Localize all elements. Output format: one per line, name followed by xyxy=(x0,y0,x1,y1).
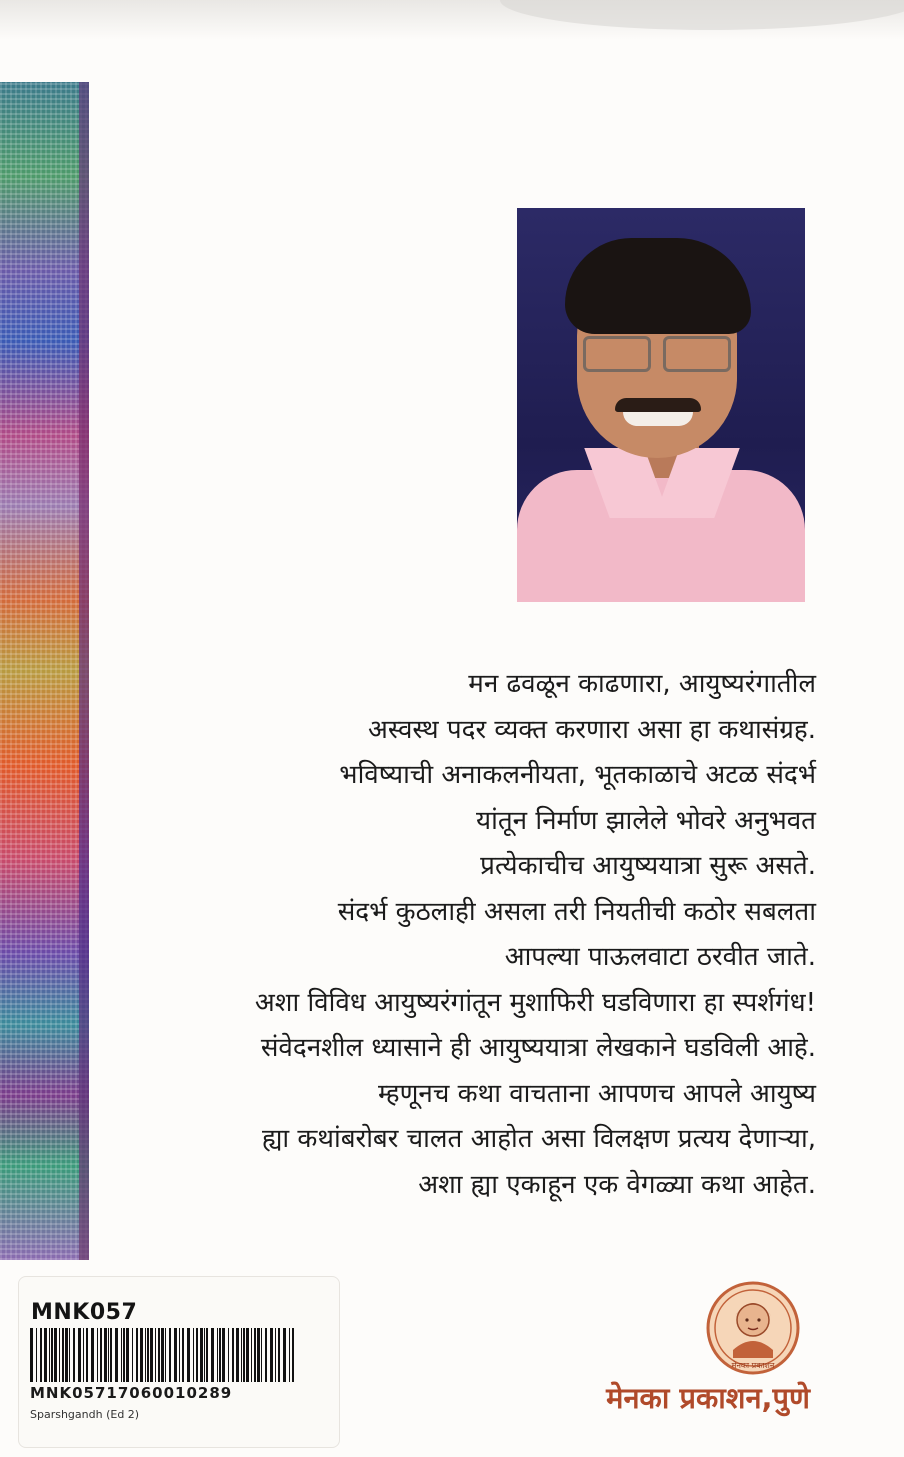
barcode-bar xyxy=(222,1328,225,1382)
blurb-line: भविष्याची अनाकलनीयता, भूतकाळाचे अटळ संदर्भ xyxy=(339,760,816,790)
barcode-bar xyxy=(219,1328,221,1382)
barcode-bar xyxy=(51,1328,53,1382)
barcode-bar xyxy=(73,1328,75,1382)
barcode-bar xyxy=(108,1328,109,1382)
library-code: MNK057 xyxy=(31,1300,138,1325)
barcode-bar xyxy=(204,1328,205,1382)
barcode-bar xyxy=(182,1328,184,1382)
barcode-bar xyxy=(145,1328,146,1382)
barcode-bar xyxy=(200,1328,203,1382)
barcode-bar xyxy=(174,1328,177,1382)
blurb-line: संवेदनशील ध्यासाने ही आयुष्ययात्रा लेखकाने घडविली आहे. xyxy=(260,1033,816,1063)
barcode-bar xyxy=(40,1328,42,1382)
barcode-bar xyxy=(155,1328,156,1382)
barcode-bar xyxy=(187,1328,190,1382)
barcode-bar xyxy=(49,1328,50,1382)
barcode-bar xyxy=(30,1328,33,1382)
barcode-bar xyxy=(228,1328,229,1382)
barcode-bar xyxy=(104,1328,107,1382)
blurb-line: अस्वस्थ पदर व्यक्त करणारा असा हा कथासंग्रह. xyxy=(367,714,816,745)
barcode-bar xyxy=(97,1328,98,1382)
blurb-line: यांतून निर्माण झालेले भोवरे अनुभवत xyxy=(476,805,816,836)
barcode-bar xyxy=(246,1328,249,1382)
blurb-line: अशा विविध आयुष्यरंगांतून मुशाफिरी घडविणारा हा स्पर्शगंध! xyxy=(254,987,816,1018)
barcode-bar xyxy=(265,1328,267,1382)
barcode-bar xyxy=(261,1328,262,1382)
barcode-bar xyxy=(251,1328,252,1382)
barcode-bar xyxy=(289,1328,290,1382)
barcode-bar xyxy=(283,1328,286,1382)
blurb-line: आपल्या पाऊलवाटा ठरवीत जाते. xyxy=(504,942,816,972)
barcode-bar xyxy=(44,1328,47,1382)
cover-art-strip xyxy=(0,82,89,1260)
barcode-bar xyxy=(110,1328,112,1382)
barcode-bar xyxy=(254,1328,256,1382)
blurb-line: ह्या कथांबरोबर चालत आहोत असा विलक्षण प्रत्यय देणाऱ्या, xyxy=(261,1124,816,1154)
barcode-bar xyxy=(147,1328,149,1382)
barcode-bar xyxy=(270,1328,273,1382)
barcode-bar xyxy=(150,1328,153,1382)
blurb-line: प्रत्येकाचीच आयुष्ययात्रा सुरू असते. xyxy=(480,851,816,881)
blurb-line: संदर्भ कुठलाही असला तरी नियतीची कठोर सबलता xyxy=(337,896,816,927)
barcode-bar xyxy=(126,1328,129,1382)
barcode-bar xyxy=(243,1328,245,1382)
blurb-line: म्हणूनच कथा वाचताना आपणच आपले आयुष्य xyxy=(377,1078,816,1109)
barcode-bar xyxy=(69,1328,70,1382)
barcode-bar xyxy=(65,1328,68,1382)
barcode-bar xyxy=(123,1328,125,1382)
barcode-bar xyxy=(100,1328,102,1382)
barcode-bar xyxy=(132,1328,133,1382)
barcode-bar xyxy=(59,1328,60,1382)
publisher-name: मेनका प्रकाशन,पुणे xyxy=(606,1381,810,1415)
barcode-bar xyxy=(179,1328,180,1382)
barcode-bar xyxy=(158,1328,160,1382)
barcode-bar xyxy=(161,1328,164,1382)
barcode-bar xyxy=(83,1328,84,1382)
barcode-bar xyxy=(236,1328,239,1382)
barcode-bar xyxy=(62,1328,64,1382)
barcode-bar xyxy=(121,1328,122,1382)
publisher-logo xyxy=(705,1280,801,1376)
book-blurb xyxy=(150,662,816,1208)
barcode-bar xyxy=(165,1328,166,1382)
barcode-bar xyxy=(257,1328,260,1382)
barcode-bar xyxy=(196,1328,198,1382)
barcode-bar xyxy=(36,1328,37,1382)
barcode-bar xyxy=(211,1328,214,1382)
barcode-bar xyxy=(169,1328,171,1382)
barcode-bar xyxy=(140,1328,143,1382)
edition-label: Sparshgandh (Ed 2) xyxy=(30,1408,140,1421)
barcode-bar xyxy=(278,1328,280,1382)
barcode-bar xyxy=(91,1328,94,1382)
barcode-bar xyxy=(217,1328,218,1382)
barcode-bar xyxy=(241,1328,242,1382)
barcode xyxy=(30,1328,296,1382)
barcode-bar xyxy=(232,1328,234,1382)
barcode-bar xyxy=(193,1328,194,1382)
barcode-bar xyxy=(78,1328,81,1382)
author-photo xyxy=(517,208,805,602)
logo-lettering: मेनका प्रकाशन xyxy=(731,1361,775,1370)
barcode-bar xyxy=(86,1328,88,1382)
barcode-bar xyxy=(54,1328,57,1382)
barcode-bar xyxy=(206,1328,208,1382)
blurb-line: मन ढवळून काढणारा, आयुष्यरंगातील xyxy=(468,669,816,699)
barcode-number: MNK05717060010289 xyxy=(30,1384,233,1402)
barcode-bar xyxy=(115,1328,118,1382)
barcode-bar xyxy=(275,1328,276,1382)
barcode-bar xyxy=(136,1328,138,1382)
blurb-line: अशा ह्या एकाहून एक वेगळ्या कथा आहेत. xyxy=(418,1169,816,1200)
barcode-bar xyxy=(292,1328,294,1382)
